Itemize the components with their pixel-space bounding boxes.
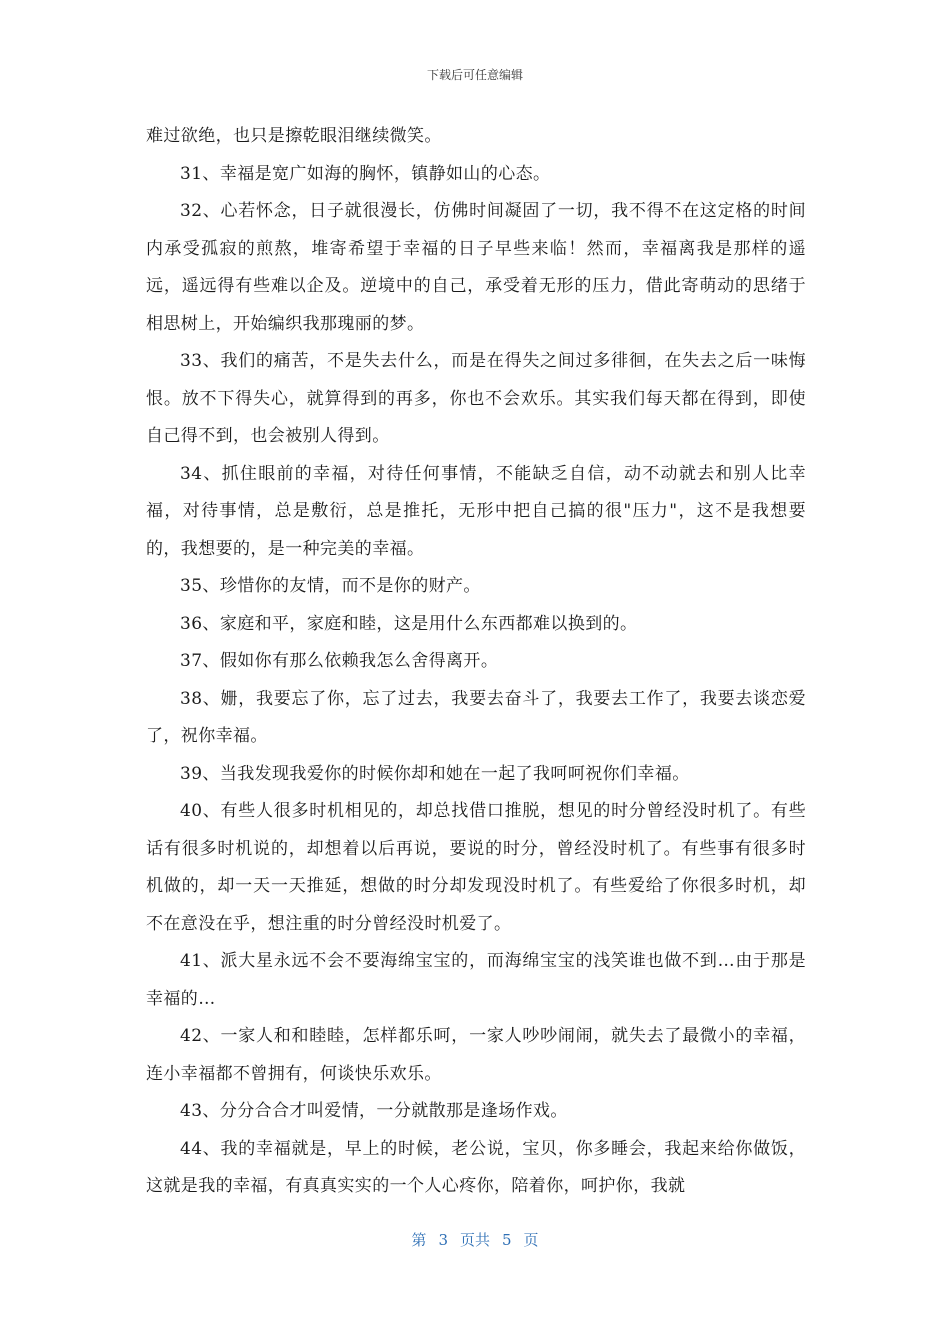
- footer-prefix: 第: [411, 1231, 427, 1249]
- paragraph: 40、有些人很多时机相见的，却总找借口推脱，想见的时分曾经没时机了。有些话有很多时机说的，却想着以后再说，要说的时分，曾经没时机了。有些事有很多时机做的，却一天一天推延，想做的时分却发现没时机了。有些爱给了你很多时机，却不在意没在乎，想注重的时分曾经没时机爱了。: [146, 801, 806, 934]
- paragraph: 44、我的幸福就是，早上的时候，老公说，宝贝，你多睡会，我起来给你做饭，这就是我的幸福，有真真实实的一个人心疼你，陪着你，呵护你，我就: [146, 1138, 806, 1196]
- footer-page-number: 3: [438, 1231, 448, 1249]
- footer-suffix: 页: [523, 1231, 539, 1249]
- paragraph: 41、派大星永远不会不要海绵宝宝的，而海绵宝宝的浅笑谁也做不到…由于那是幸福的…: [146, 951, 806, 1009]
- page-footer: [0, 1229, 950, 1250]
- paragraph: 43、分分合合才叫爱情，一分就散那是逢场作戏。: [180, 1101, 568, 1121]
- footer-middle: 页共: [459, 1231, 490, 1249]
- paragraph: 36、家庭和平，家庭和睦，这是用什么东西都难以换到的。: [180, 613, 638, 634]
- paragraph: 34、抓住眼前的幸福，对待任何事情，不能缺乏自信，动不动就去和别人比幸福，对待事情，总是敷衍，总是推托，无形中把自己搞的很"压力"，这不是我想要的，我想要的，是一种完美的幸福。: [146, 463, 806, 559]
- page-header: 下载后可任意编辑: [426, 68, 523, 82]
- paragraph: 33、我们的痛苦，不是失去什么，而是在得失之间过多徘徊，在失去之后一味悔恨。放不下得失心，就算得到的再多，你也不会欢乐。其实我们每天都在得到，即使自己得不到，也会被别人得到。: [146, 351, 806, 446]
- paragraph: 31、幸福是宽广如海的胸怀，镇静如山的心态。: [180, 163, 551, 184]
- paragraph: 难过欲绝，也只是擦乾眼泪继续微笑。: [146, 126, 442, 146]
- paragraph: 39、当我发现我爱你的时候你却和她在一起了我呵呵祝你们幸福。: [180, 763, 690, 784]
- footer-total-pages: 5: [502, 1231, 512, 1249]
- paragraph: 35、珍惜你的友情，而不是你的财产。: [180, 576, 481, 596]
- paragraph: 42、一家人和和睦睦，怎样都乐呵，一家人吵吵闹闹，就失去了最微小的幸福，连小幸福都不曾拥有，何谈快乐欢乐。: [146, 1026, 806, 1084]
- paragraph: 37、假如你有那么依赖我怎么舍得离开。: [180, 651, 499, 671]
- document-body: [146, 118, 806, 1206]
- paragraph: 38、姗，我要忘了你，忘了过去，我要去奋斗了，我要去工作了，我要去谈恋爱了，祝你幸福。: [146, 688, 806, 746]
- paragraph: 32、心若怀念，日子就很漫长，仿佛时间凝固了一切，我不得不在这定格的时间内承受孤寂的煎熬，堆寄希望于幸福的日子早些来临！然而，幸福离我是那样的遥远，遥远得有些难以企及。逆境中的自己，承受着无形的压力，借此寄萌动的思绪于相思树上，开始编织我那瑰丽的梦。: [146, 201, 806, 334]
